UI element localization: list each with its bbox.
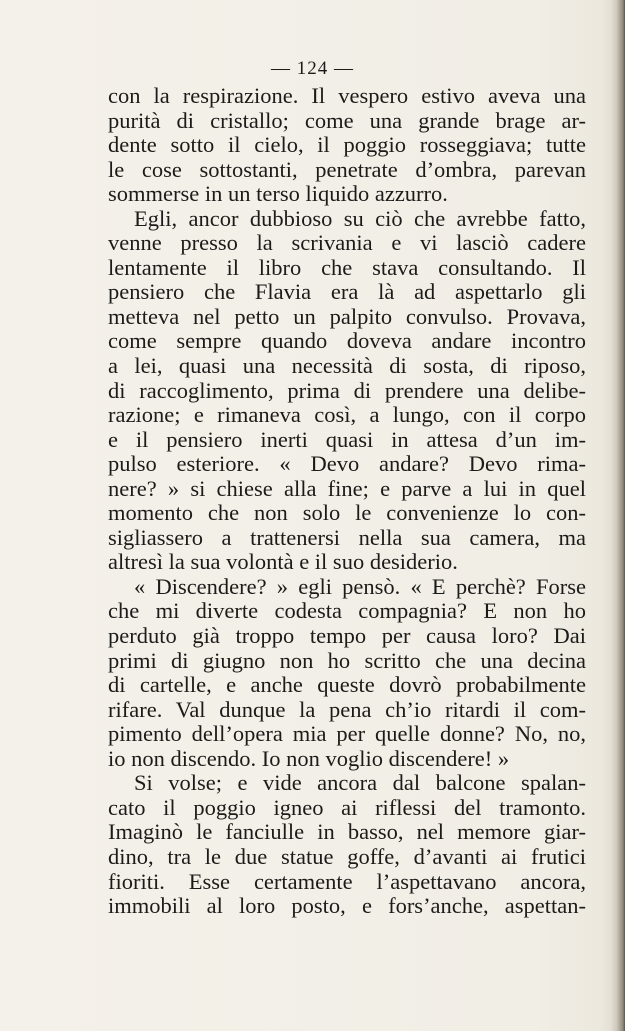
text-line: fioriti. Esse certamente l’aspettavano ancora, bbox=[108, 868, 586, 894]
text-line: dino, tra le due statue goffe, d’avanti ai frutici bbox=[108, 843, 586, 869]
text-line: altresì la sua volontà e il suo desiderio. bbox=[108, 549, 458, 575]
text-line: cato il poggio igneo ai riflessi del tramonto. bbox=[108, 794, 586, 820]
text-line: con la respirazione. Il vespero estivo aveva una bbox=[108, 83, 586, 108]
text-line: immobili al loro posto, e fors’anche, aspettan- bbox=[108, 893, 586, 919]
book-spine-shadow bbox=[611, 0, 625, 1031]
text-line: momento che non solo le convenienze lo con- bbox=[108, 500, 586, 526]
text-line: dente sotto il cielo, il poggio rosseggiava; tutte bbox=[108, 132, 586, 158]
text-line: razione; e rimaneva così, a lungo, con il corpo bbox=[108, 402, 586, 428]
text-line: pulso esteriore. « Devo andare? Devo rima- bbox=[108, 451, 586, 477]
text-line: perduto già troppo tempo per causa loro? Dai bbox=[108, 623, 586, 649]
text-line: nere? » si chiese alla fine; e parve a lui in quel bbox=[108, 475, 586, 501]
text-line: Egli, ancor dubbioso su ciò che avrebbe fatto, bbox=[134, 205, 586, 231]
text-line: venne presso la scrivania e vi lasciò cadere bbox=[108, 230, 586, 256]
text-line: che mi diverte codesta compagnia? E non ho bbox=[108, 598, 586, 624]
text-line: le cose sottostanti, penetrate d’ombra, parevan bbox=[108, 156, 586, 182]
text-line: metteva nel petto un palpito convulso. Provava, bbox=[108, 303, 586, 329]
text-line: purità di cristallo; come una grande brage ar- bbox=[108, 107, 586, 133]
text-line: rifare. Val dunque la pena ch’io ritardi il com- bbox=[108, 696, 586, 722]
text-line: pensiero che Flavia era là ad aspettarlo gli bbox=[108, 279, 586, 305]
text-line: sigliassero a trattenersi nella sua camera, ma bbox=[108, 524, 586, 550]
text-line: primi di giugno non ho scritto che una decina bbox=[108, 647, 586, 673]
text-line: di cartelle, e anche queste dovrò probabilmente bbox=[108, 672, 586, 698]
text-line: a lei, quasi una necessità di sosta, di riposo, bbox=[108, 353, 586, 379]
text-line: « Discendere? » egli pensò. « E perchè? Forse bbox=[134, 573, 586, 599]
text-line: come sempre quando doveva andare incontro bbox=[108, 328, 586, 354]
text-line: e il pensiero inerti quasi in attesa d’un im- bbox=[108, 426, 586, 452]
text-line: sommerse in un terso liquido azzurro. bbox=[108, 181, 448, 207]
text-line: io non discendo. Io non voglio discendere! » bbox=[108, 745, 510, 771]
text-line: pimento dell’opera mia per quelle donne? No, no, bbox=[108, 721, 586, 747]
text-line: di raccoglimento, prima di prendere una delibe- bbox=[108, 377, 586, 403]
body-text bbox=[108, 84, 586, 919]
page-number: — 124 — bbox=[271, 58, 354, 79]
text-line: Si volse; e vide ancora dal balcone spalan- bbox=[134, 770, 586, 796]
text-line: Imaginò le fanciulle in basso, nel memore giar- bbox=[108, 819, 586, 845]
text-line: lentamente il libro che stava consultando. Il bbox=[108, 254, 586, 280]
